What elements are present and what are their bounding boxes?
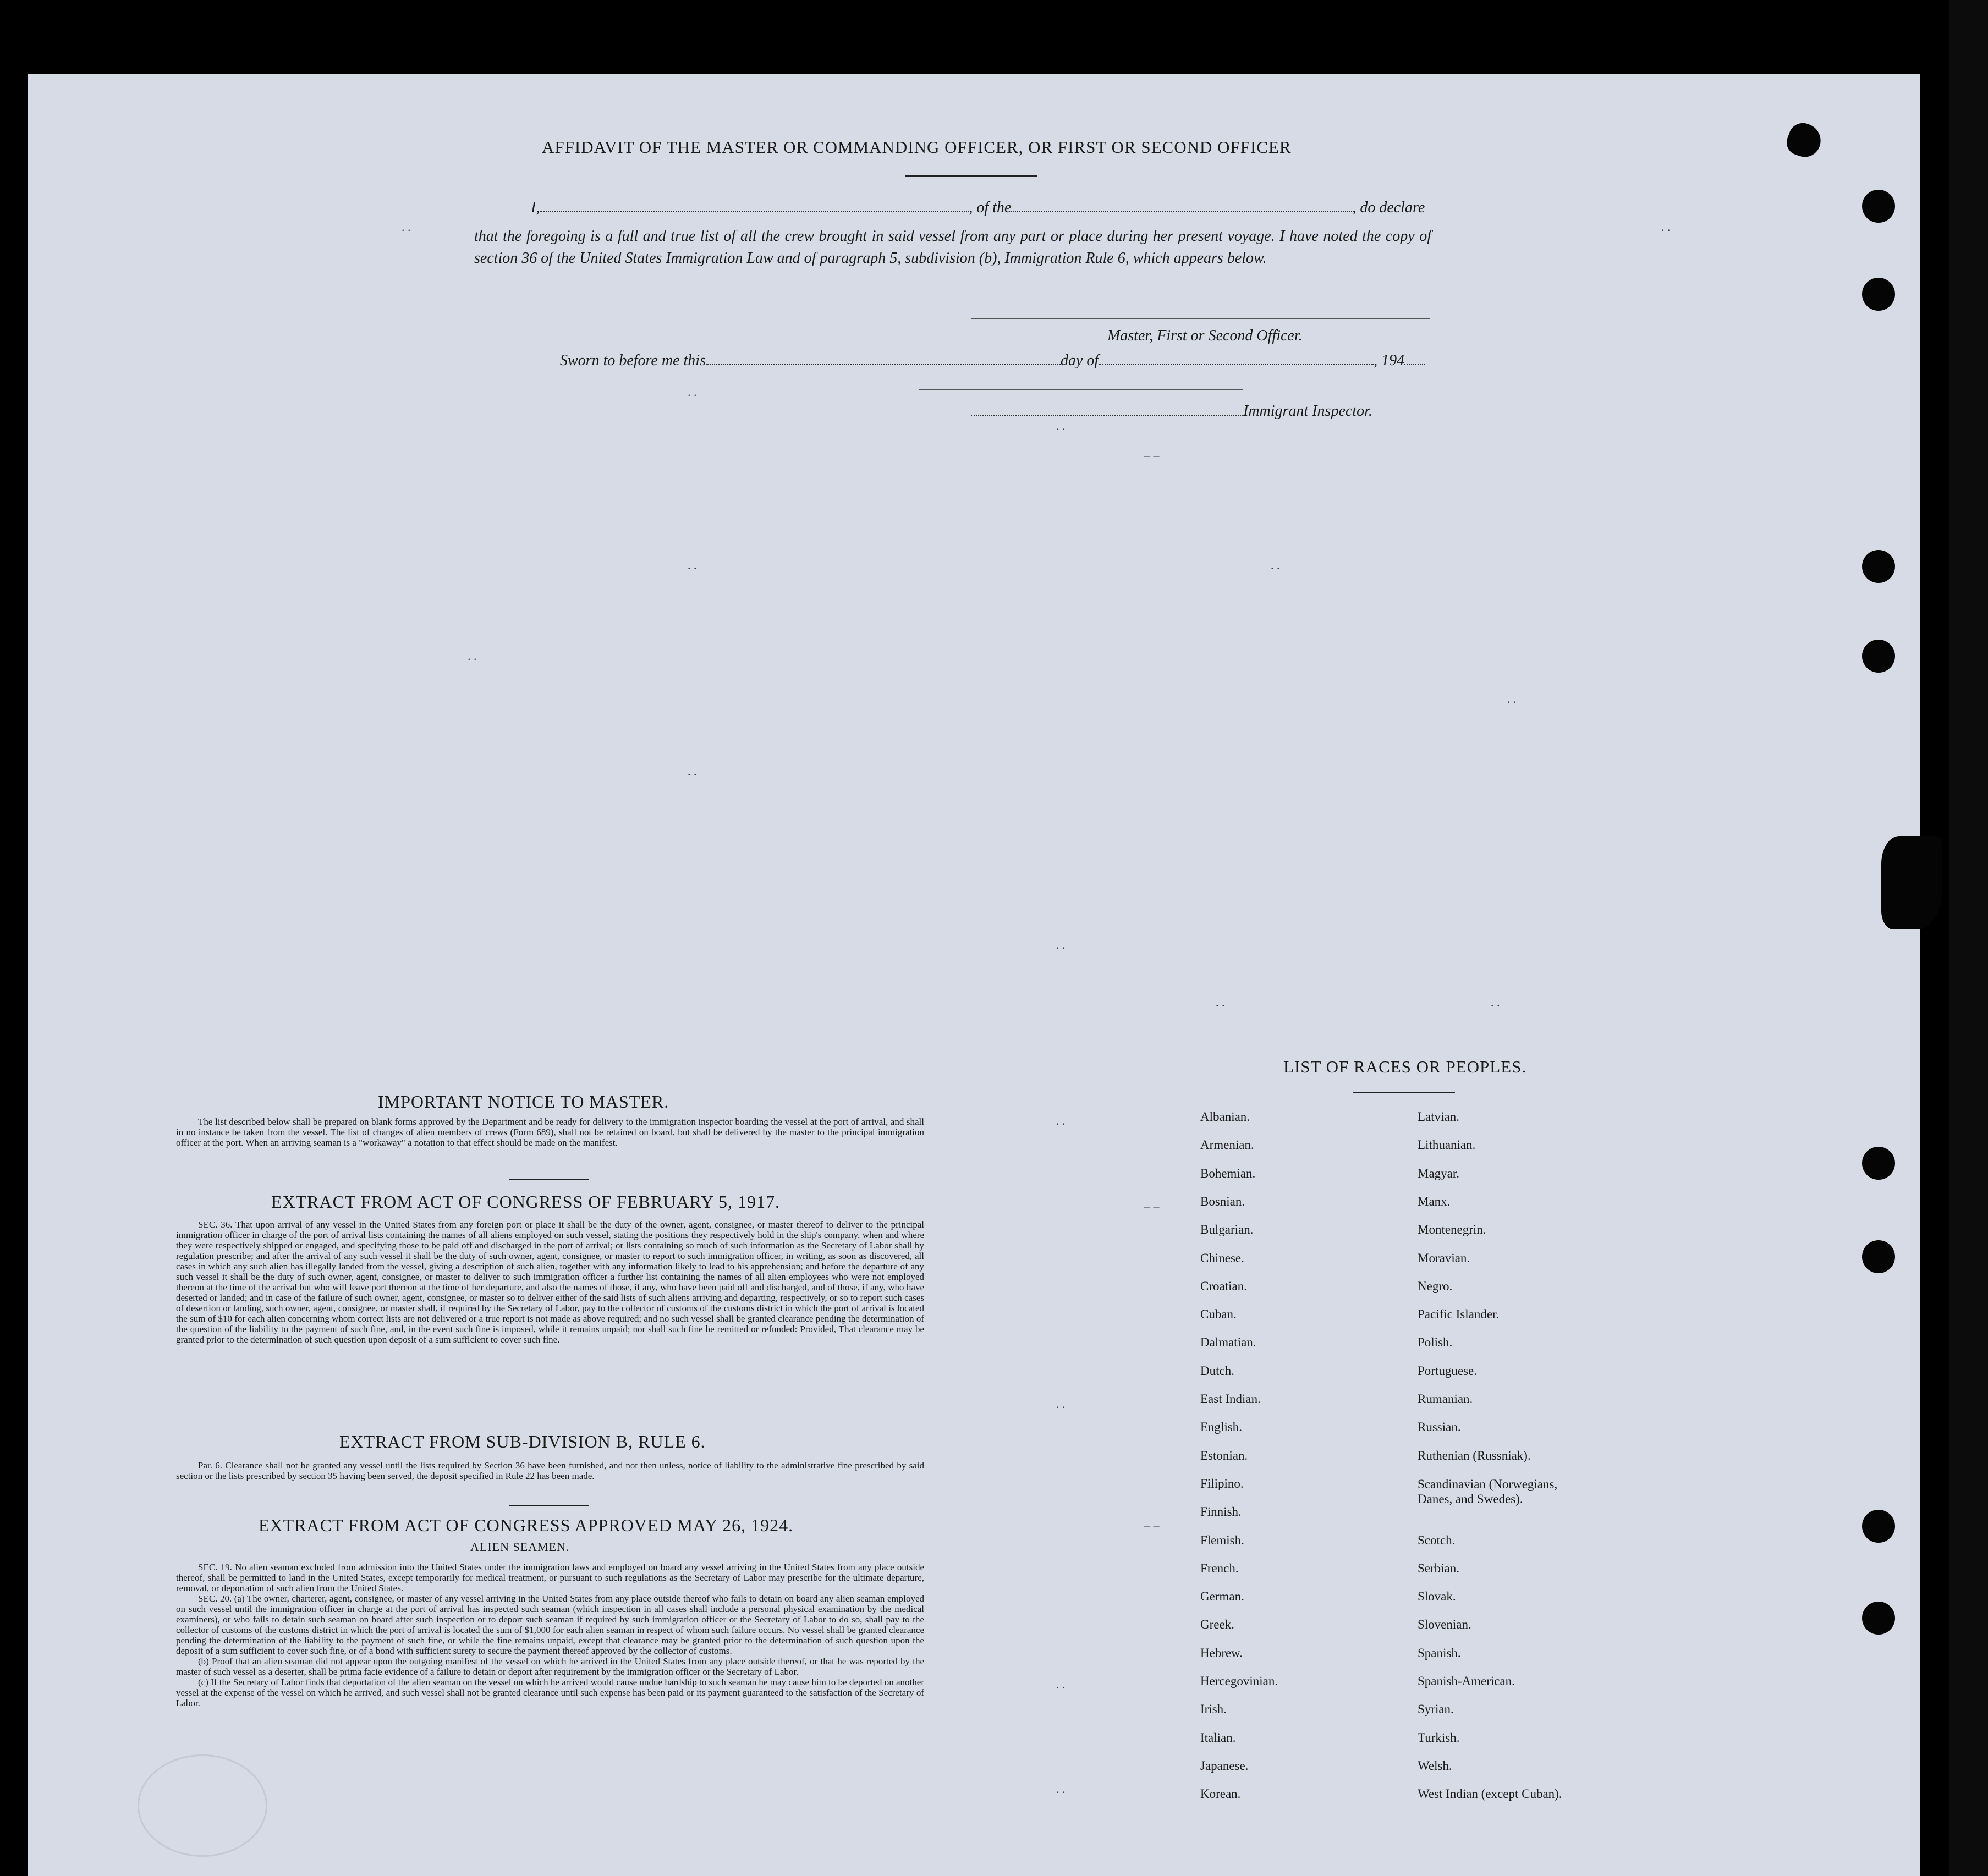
punch-hole xyxy=(1862,1147,1895,1180)
race-item: Manx. xyxy=(1418,1195,1451,1208)
race-item: Scotch. xyxy=(1418,1533,1456,1547)
scan-speck: – – xyxy=(1144,1199,1160,1213)
master-signature-line[interactable] xyxy=(971,318,1430,319)
notice-title: IMPORTANT NOTICE TO MASTER. xyxy=(378,1092,669,1112)
race-item: Ruthenian (Russniak). xyxy=(1418,1449,1531,1462)
punch-hole xyxy=(1862,278,1895,311)
race-item: Korean. xyxy=(1200,1787,1241,1801)
scan-speck: . . xyxy=(688,764,697,778)
torn-edge xyxy=(1881,836,1942,929)
section-20b-paragraph: (b) Proof that an alien seaman did not appear upon the outgoing manifest of the vessel on which he arrived in the United States from any place outside thereof, or that he was reported by the master of such vessel as a deserter, shall be prima facie evidence of a failure to detain or deport after requirement by the immigration officer or the Secretary of Labor. xyxy=(176,1656,924,1677)
races-title: LIST OF RACES OR PEOPLES. xyxy=(1283,1057,1527,1076)
vessel-field[interactable] xyxy=(1011,199,1352,212)
scan-speck: . . xyxy=(1271,558,1280,572)
race-item: Slovak. xyxy=(1418,1589,1456,1603)
day-of-label: day of xyxy=(1060,352,1099,369)
section-20c-paragraph: (c) If the Secretary of Labor finds that deportation of the alien seaman on the vessel on which he arrived would cause undue hardship to such seaman he may cause him to be deported on another vessel at the expense of the vessel on which he arrived, and such vessel shall not be granted clearance until such expense has been paid or its payment guaranteed to the satisfaction of the Secretary of Labor. xyxy=(176,1677,924,1708)
race-item: Hebrew. xyxy=(1200,1646,1243,1660)
sworn-year-field[interactable] xyxy=(1404,352,1425,365)
race-item: Magyar. xyxy=(1418,1167,1460,1180)
race-item: Polish. xyxy=(1418,1335,1453,1349)
race-item: Finnish. xyxy=(1200,1505,1242,1519)
notice-paragraph: The list described below shall be prepared on blank forms approved by the Department and be ready for delivery to the immigration inspector boarding the vessel at the port of arrival, and shall in no instance be taken from the vessel. The list of changes of alien members of crews (Form 689), shall not be retained on board, but shall be delivered by the master to the principal immigration officer at the port. When an arriving seaman is a "workaway" a notation to that effect should be made on the manifest. xyxy=(176,1116,924,1148)
race-item: Croatian. xyxy=(1200,1279,1247,1293)
punch-hole xyxy=(1862,1240,1895,1273)
of-the-label: , of the xyxy=(969,199,1012,216)
race-item: German. xyxy=(1200,1589,1244,1603)
race-item: French. xyxy=(1200,1561,1239,1575)
race-item: Portuguese. xyxy=(1418,1364,1477,1378)
race-item: Albanian. xyxy=(1200,1110,1250,1124)
extract-1917-text xyxy=(176,1219,924,1345)
master-label: Master, First or Second Officer. xyxy=(1107,327,1303,344)
race-item: Dalmatian. xyxy=(1200,1335,1256,1349)
race-item: Latvian. xyxy=(1418,1110,1459,1124)
i-label: I, xyxy=(531,199,540,216)
scan-speck: . . xyxy=(1056,419,1066,433)
punch-hole xyxy=(1862,190,1895,223)
punch-hole xyxy=(1862,550,1895,583)
scan-speck: . . xyxy=(1056,1114,1066,1127)
scan-edge xyxy=(1949,0,1988,1876)
race-item: East Indian. xyxy=(1200,1392,1261,1406)
race-item: Bohemian. xyxy=(1200,1167,1256,1180)
race-item: Hercegovinian. xyxy=(1200,1674,1278,1688)
race-item: Bosnian. xyxy=(1200,1195,1245,1208)
sworn-line xyxy=(560,352,1425,370)
race-item: Syrian. xyxy=(1418,1702,1454,1716)
punch-hole xyxy=(1862,1510,1895,1543)
race-item: Negro. xyxy=(1418,1279,1453,1293)
inspector-line-upper[interactable] xyxy=(919,389,1243,390)
extract-1917-title: EXTRACT FROM ACT OF CONGRESS OF FEBRUARY 5, 1917. xyxy=(271,1192,781,1212)
race-item: Slovenian. xyxy=(1418,1618,1471,1631)
punch-hole xyxy=(1862,640,1895,673)
race-item: Chinese. xyxy=(1200,1251,1244,1265)
scan-speck: . . xyxy=(402,220,411,234)
extract-rule6-title: EXTRACT FROM SUB-DIVISION B, RULE 6. xyxy=(339,1432,706,1451)
race-item: Flemish. xyxy=(1200,1533,1244,1547)
race-item: Turkish. xyxy=(1418,1731,1460,1745)
scan-speck: . . xyxy=(1056,1782,1066,1796)
scan-speck: – – xyxy=(1144,1518,1160,1532)
race-item: Scandinavian (Norwegians, Danes, and Swedes). xyxy=(1418,1477,1558,1506)
scan-speck: . . xyxy=(1056,1397,1066,1411)
scan-speck: . . xyxy=(1056,1677,1066,1691)
affidavit-title: AFFIDAVIT OF THE MASTER OR COMMANDING OFFICER, OR FIRST OR SECOND OFFICER xyxy=(542,137,1292,157)
scan-speck: – – xyxy=(1144,448,1160,462)
race-item: Moravian. xyxy=(1418,1251,1470,1265)
punch-hole xyxy=(1862,1602,1895,1635)
inspector-line xyxy=(971,403,1372,420)
race-item: Welsh. xyxy=(1418,1759,1452,1773)
section-rule xyxy=(509,1505,589,1506)
extract-rule6-text xyxy=(176,1460,924,1481)
name-field[interactable] xyxy=(540,199,969,212)
paragraph-6: Par. 6. Clearance shall not be granted any vessel until the lists required by Section 36 have been furnished, and not then unless, notice of liability to the administrative fine prescribed by said section or the lists prescribed by section 35 having been served, the deposit specified in Rule 22 has been made. xyxy=(176,1460,924,1481)
race-item: English. xyxy=(1200,1420,1243,1434)
section-19-paragraph: SEC. 19. No alien seaman excluded from admission into the United States under the immigration laws and employed on board any vessel arriving in the United States from any place outside thereof, shall be permitted to land in the United States, except temporarily for medical treatment, or pursuant to such regulations as the Secretary of Labor may prescribe for the ultimate departure, removal, or deportation of such alien from the United States. xyxy=(176,1562,924,1593)
race-item: Spanish. xyxy=(1418,1646,1461,1660)
section-rule xyxy=(509,1179,589,1180)
year-label: , 194 xyxy=(1374,352,1405,369)
do-declare-label: , do declare xyxy=(1352,199,1425,216)
race-item: Dutch. xyxy=(1200,1364,1234,1378)
inspector-signature-field[interactable] xyxy=(971,403,1243,416)
race-item: Cuban. xyxy=(1200,1307,1237,1321)
alien-seamen-subtitle: ALIEN SEAMEN. xyxy=(470,1540,570,1554)
scan-speck: . . xyxy=(1661,220,1671,234)
inspector-label: Immigrant Inspector. xyxy=(1243,403,1372,420)
extract-1924-title: EXTRACT FROM ACT OF CONGRESS APPROVED MAY 26, 1924. xyxy=(259,1515,794,1535)
race-item: West Indian (except Cuban). xyxy=(1418,1787,1562,1801)
race-item: Estonian. xyxy=(1200,1449,1248,1462)
notice-text xyxy=(176,1116,924,1148)
extract-1924-text xyxy=(176,1562,924,1708)
scan-speck: . . xyxy=(468,649,477,663)
scan-speck: . . xyxy=(688,558,697,572)
race-item: Bulgarian. xyxy=(1200,1223,1254,1236)
race-item: Armenian. xyxy=(1200,1138,1254,1152)
race-item: Japanese. xyxy=(1200,1759,1249,1773)
scan-speck: . . xyxy=(1216,995,1225,1009)
title-rule xyxy=(905,175,1037,177)
section-36-paragraph: SEC. 36. That upon arrival of any vessel in the United States from any foreign port or place it shall be the duty of the owner, agent, consignee, or master thereof to deliver to the principal immigration officer in charge of the port of arrival lists containing the names of all aliens employed on such vessel, stating the positions they respectively hold in the ship's company, when and where they were respectively shipped or engaged, and specifying those to be paid off and discharged in the port of arrival; or lists containing so much of such information as the Secretary of Labor shall by regulation prescribe; and after the arrival of any such vessel it shall be the duty of such owner, agent, consignee, or master to report to such immigration officer, in writing, as soon as discovered, all cases in which any such alien has illegally landed from the vessel, giving a description of such alien, together with any information likely to lead to his apprehension; and before the departure of any such vessel it shall be the duty of such owner, agent, consignee, or master to deliver to such immigration officer a further list containing the names of all alien employees who were not employed thereon at the time of the arrival but who will leave port thereon at the time of her departure, and also the names of those, if any, who have been paid off and discharged, and of those, if any, who have deserted or landed; and in case of the failure of such owner, agent, consignee, or master so to deliver either of the said lists of such aliens arriving and departing, respectively, or so to report such cases of desertion or landing, such owner, agent, consignee, or master shall, if required by the Secretary of Labor, pay to the collector of customs of the customs district in which the port of arrival is located the sum of $10 for each alien concerning whom correct lists are not delivered or a true report is not made as above required; and no such vessel shall be granted clearance pending the determination of the question of the liability to the payment of such fine, and, in the event such fine is imposed, while it remains unpaid; nor shall such fine be remitted or refunded: Provided, That clearance may be granted prior to the determination of such question upon deposit of a sum sufficient to cover such fine. xyxy=(176,1219,924,1345)
scan-speck: . . xyxy=(1056,938,1066,951)
race-item: Italian. xyxy=(1200,1731,1236,1745)
race-item: Russian. xyxy=(1418,1420,1461,1434)
scan-speck: . . xyxy=(1507,692,1517,706)
section-20a-paragraph: SEC. 20. (a) The owner, charterer, agent, consignee, or master of any vessel arriving in the United States from any place outside thereof who fails to detain on board any alien seaman employed on such vessel until the immigration officer in charge at the port of arrival has inspected such seaman (which inspection in all cases shall include a personal physical examination by the medical examiners), or who fails to detain such seaman on board after such inspection or to deport such seaman if required by such immigration officer or the Secretary of Labor to do so, shall pay to the collector of customs of the customs district in which the port of arrival is located the sum of $1,000 for each alien seaman in respect of whom such failure occurs. No vessel shall be granted clearance pending the determination of the liability to the payment of such fine, or while the fine remains unpaid, except that clearance may be granted prior to the determination of such question upon the deposit of a sum sufficient to cover such fine, or of a bond with sufficient surety to secure the payment thereof approved by the collector of customs. xyxy=(176,1593,924,1656)
scan-speck: . . xyxy=(1491,995,1500,1009)
sworn-month-field[interactable] xyxy=(1099,352,1374,365)
races-title-rule xyxy=(1353,1092,1455,1093)
declaration-text: that the foregoing is a full and true list of all the crew brought in said vessel from any part or place during her present voyage. I have noted the copy of section 36 of the United States Immigration Law and of paragraph 5, subdivision (b), Immigration Rule 6, which appears below. xyxy=(474,228,1431,267)
race-item: Irish. xyxy=(1200,1702,1227,1716)
declaration-line xyxy=(531,199,1425,217)
race-item: Greek. xyxy=(1200,1618,1234,1631)
race-item: Spanish-American. xyxy=(1418,1674,1515,1688)
race-item: Lithuanian. xyxy=(1418,1138,1476,1152)
race-item: Filipino. xyxy=(1200,1477,1244,1490)
sworn-label: Sworn to before me this xyxy=(560,352,706,369)
faded-stamp xyxy=(138,1754,267,1857)
sworn-day-field[interactable] xyxy=(706,352,1061,365)
scan-speck: . . xyxy=(688,385,697,399)
race-item: Pacific Islander. xyxy=(1418,1307,1500,1321)
race-item: Montenegrin. xyxy=(1418,1223,1486,1236)
race-item: Rumanian. xyxy=(1418,1392,1473,1406)
race-item: Serbian. xyxy=(1418,1561,1460,1575)
